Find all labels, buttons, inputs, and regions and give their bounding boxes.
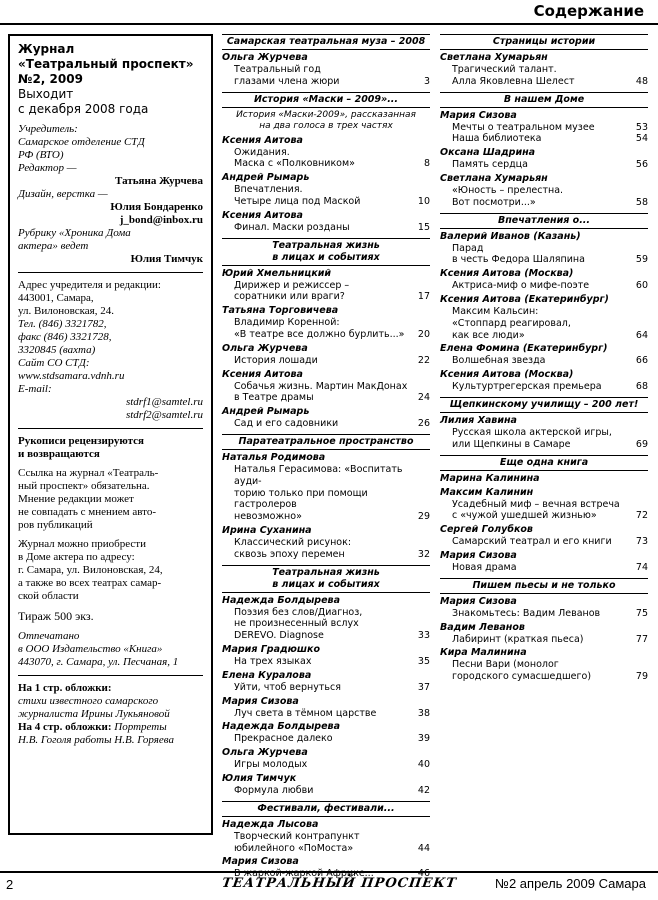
section-heading: Самарская театральная муза – 2008 [222, 34, 430, 50]
email-1: stdrf1@samtel.ru [125, 396, 203, 408]
toc-entry[interactable]: Парад в честь Федора Шаляпина 59 [452, 242, 648, 266]
circulation: Тираж 500 экз. [18, 609, 94, 623]
author: Надежда Болдырева [222, 721, 340, 733]
toc-entry[interactable]: Игры молодых 40 [234, 759, 430, 771]
section-heading: Театральная жизнь в лицах и событиях [222, 238, 430, 266]
toc-entry[interactable]: Трагический талант. Алла Яковлевна Шелест 48 [452, 64, 648, 87]
author: Юлия Тимчук [222, 772, 297, 784]
toc-entry[interactable]: Уйти, чтоб вернуться 37 [234, 681, 430, 693]
section-subtitle: История «Маски-2009», рассказанная на два голоса в трех частях [236, 109, 416, 131]
author: Сергей Голубков [440, 524, 533, 536]
author: Ксения Аитова [222, 134, 303, 146]
toc-entry[interactable]: Луч света в тёмном царстве 38 [234, 707, 430, 719]
toc-entry[interactable]: Собачья жизнь. Мартин МакДонах в Театре драмы 24 [234, 380, 430, 404]
author: Ксения Аитова (Москва) [440, 369, 574, 381]
author: Ольга Журчева [222, 52, 308, 63]
header-rule [0, 23, 658, 25]
author: Светлана Хумарьян [440, 52, 548, 63]
toc-entry[interactable]: Сад и его садовники 26 [234, 418, 430, 430]
toc-entry[interactable]: Владимир Коренной: «В театре все должно бурлить...» 20 [234, 317, 430, 340]
rubric: Рубрику «Хроника Дома актера» ведет [18, 227, 131, 252]
author: Мария Сизова [222, 695, 299, 707]
toc-entry[interactable]: Культуртрегерская премьера 68 [452, 381, 648, 393]
author: Вадим Леванов [440, 621, 525, 633]
author: Надежда Лысова [222, 818, 319, 830]
reference-note: Ссылка на журнал «Театраль- ный проспект» обязательна. Мнение редакции может не совпадать с мнением авто- ров публикаций [18, 467, 159, 531]
author: Елена Куралова [222, 669, 312, 681]
author: Мария Градюшко [222, 643, 320, 655]
contents-column-middle [222, 34, 430, 880]
toc-entry[interactable]: Поэзия без слов/Диагноз, не произнесенный вслух DEREVO. Diagnose 33 [234, 606, 430, 642]
author: Андрей Рымарь [222, 172, 310, 184]
email-2: stdrf2@samtel.ru [125, 409, 203, 421]
author: Ирина Суханина [222, 524, 312, 536]
author: Елена Фомина (Екатеринбург) [440, 343, 608, 355]
toc-entry[interactable]: Ожидания. Маска с «Полковником» 8 [234, 146, 430, 170]
author: Ольга Журчева [222, 342, 308, 354]
toc-entry[interactable]: Память сердца 56 [452, 159, 648, 171]
toc-entry[interactable]: Усадебный миф – вечная встреча с «чужой ушедшей жизнью» 72 [452, 498, 648, 522]
author: Лилия Хавина [440, 414, 517, 426]
journal-logo: ТЕАТРАЛЬНЫЙ ПРОСПЕКТ [220, 876, 458, 891]
toc-entry[interactable]: Песни Вари (монолог городского сумасшедшего) 79 [452, 659, 648, 683]
author: Юрий Хмельницкий [222, 267, 332, 279]
section-heading: Щепкинскому училищу – 200 лет! [440, 397, 648, 413]
footer-rule [0, 871, 658, 873]
page-title: Содержание [533, 2, 644, 20]
toc-entry[interactable]: Новая драма 74 [452, 561, 648, 573]
section-heading: Впечатления о... [440, 213, 648, 229]
toc-entry[interactable]: Наталья Герасимова: «Воспитать ауди- торию только при помощи гастролеров невозможно» 29 [234, 463, 430, 523]
toc-entry[interactable]: Прекрасное далеко 39 [234, 733, 430, 745]
contents-column-right [440, 34, 648, 683]
toc-entry[interactable]: Волшебная звезда 66 [452, 355, 648, 367]
author: Мария Сизова [440, 595, 517, 607]
section-heading: История «Маски – 2009»... [222, 92, 430, 108]
toc-entry[interactable]: Мечты о театральном музее 53 [452, 121, 648, 133]
toc-entry[interactable]: Наша библиотека 54 [452, 133, 648, 145]
review-note: Рукописи рецензируются и возвращаются [18, 435, 144, 460]
author: Валерий Иванов (Казань) [440, 230, 581, 242]
address: Адрес учредителя и редакции: 443001, Самара, ул. Вилоновская, 24. [18, 279, 161, 317]
issue-info: №2 апрель 2009 Самара [495, 876, 646, 891]
author: Марина Калинина [440, 472, 540, 484]
section-heading: Страницы истории [440, 34, 648, 50]
toc-entry[interactable]: Знакомьтесь: Вадим Леванов 75 [452, 607, 648, 619]
journal-title: Журнал «Театральный проспект» №2, 2009 Выходит с декабря 2008 года [18, 42, 194, 116]
design-email: j_bond@inbox.ru [119, 214, 203, 226]
toc-entry[interactable]: Классический рисунок: сквозь эпоху перемен 32 [234, 536, 430, 560]
author: Ксения Аитова (Москва) [440, 268, 574, 280]
author: Оксана Шадрина [440, 147, 536, 159]
toc-entry[interactable]: Формула любви 42 [234, 784, 430, 796]
toc-entry[interactable]: Максим Кальсин: «Стоппард реагировал, как все люди» 64 [452, 305, 648, 341]
contacts: Тел. (846) 3321782, факс (846) 3321728, 3320845 (вахта) Сайт СО СТД: www.stdsamara.vdnh.ru E-mail: [18, 318, 125, 395]
toc-entry[interactable]: Актриса-миф о мифе-поэте 60 [452, 280, 648, 292]
author: Наталья Родимова [222, 451, 326, 463]
author: Кира Малинина [440, 647, 527, 659]
toc-entry[interactable]: Финал. Маски розданы 15 [234, 221, 430, 233]
toc-entry[interactable]: История лошади 22 [234, 354, 430, 366]
author: Мария Сизова [222, 856, 299, 868]
founder: Учредитель: Самарское отделение СТД РФ (ВТО) Редактор — [18, 123, 145, 174]
editor-name: Татьяна Журчева [115, 175, 203, 187]
design-label: Дизайн, верстка — [18, 188, 108, 200]
author: Мария Сизова [440, 109, 517, 121]
toc-entry[interactable]: В жаркой-жаркой Африке... 46 [234, 868, 430, 880]
section-heading: Театральная жизнь в лицах и событиях [222, 565, 430, 593]
design-name: Юлия Бондаренко [110, 201, 203, 213]
author: Ольга Журчева [222, 747, 308, 759]
author: Татьяна Торговичева [222, 305, 339, 317]
rubric-name: Юлия Тимчук [130, 253, 203, 265]
author: Светлана Хумарьян [440, 172, 548, 184]
purchase-note: Журнал можно приобрести в Доме актера по адресу: г. Самара, ул. Вилоновская, 24, а также во всех театрах самар- ской области [18, 538, 163, 602]
imprint-box [8, 34, 213, 835]
toc-entry[interactable]: «Юность – прелестна. Вот посмотри...» 58 [452, 184, 648, 208]
toc-entry[interactable]: Дирижер и режиссер – соратники или враги? 17 [234, 279, 430, 303]
section-heading: Фестивали, фестивали... [222, 801, 430, 817]
author: Андрей Рымарь [222, 406, 310, 418]
author: Ксения Аитова [222, 209, 303, 221]
author: Мария Сизова [440, 549, 517, 561]
author: Ксения Аитова (Екатеринбург) [440, 293, 609, 305]
toc-entry[interactable]: Лабиринт (краткая пьеса) 77 [452, 633, 648, 645]
toc-entry[interactable]: На трех языках 35 [234, 655, 430, 667]
toc-entry[interactable]: Русская школа актерской игры, или Щепкины в Самаре 69 [452, 426, 648, 450]
section-heading: Еще одна книга [440, 455, 648, 471]
section-heading: В нашем Доме [440, 92, 648, 108]
page-number: 2 [6, 877, 14, 892]
toc-entry[interactable]: Впечатления. Четыре лица под Маской 10 [234, 184, 430, 207]
printer: Отпечатано в ООО Издательство «Книга» 443070, г. Самара, ул. Песчаная, 1 [18, 630, 179, 668]
author: Максим Калинин [440, 486, 534, 498]
toc-entry[interactable]: Театральный год глазами члена жюри 3 [234, 64, 430, 87]
author: Надежда Болдырева [222, 594, 340, 606]
section-heading: Паратеатральное пространство [222, 434, 430, 450]
author: Ксения Аитова [222, 368, 303, 380]
section-heading: Пишем пьесы и не только [440, 578, 648, 594]
cover-info: На 1 стр. обложки: стихи известного самарского журналиста Ирины Лукьяновой На 4 стр. обложки: Портреты Н.В. Гоголя работы Н.В. Горяева [18, 682, 174, 746]
toc-entry[interactable]: Творческий контрапункт юбилейного «ПоМоста» 44 [234, 830, 430, 854]
toc-entry[interactable]: Самарский театрал и его книги 73 [452, 536, 648, 548]
